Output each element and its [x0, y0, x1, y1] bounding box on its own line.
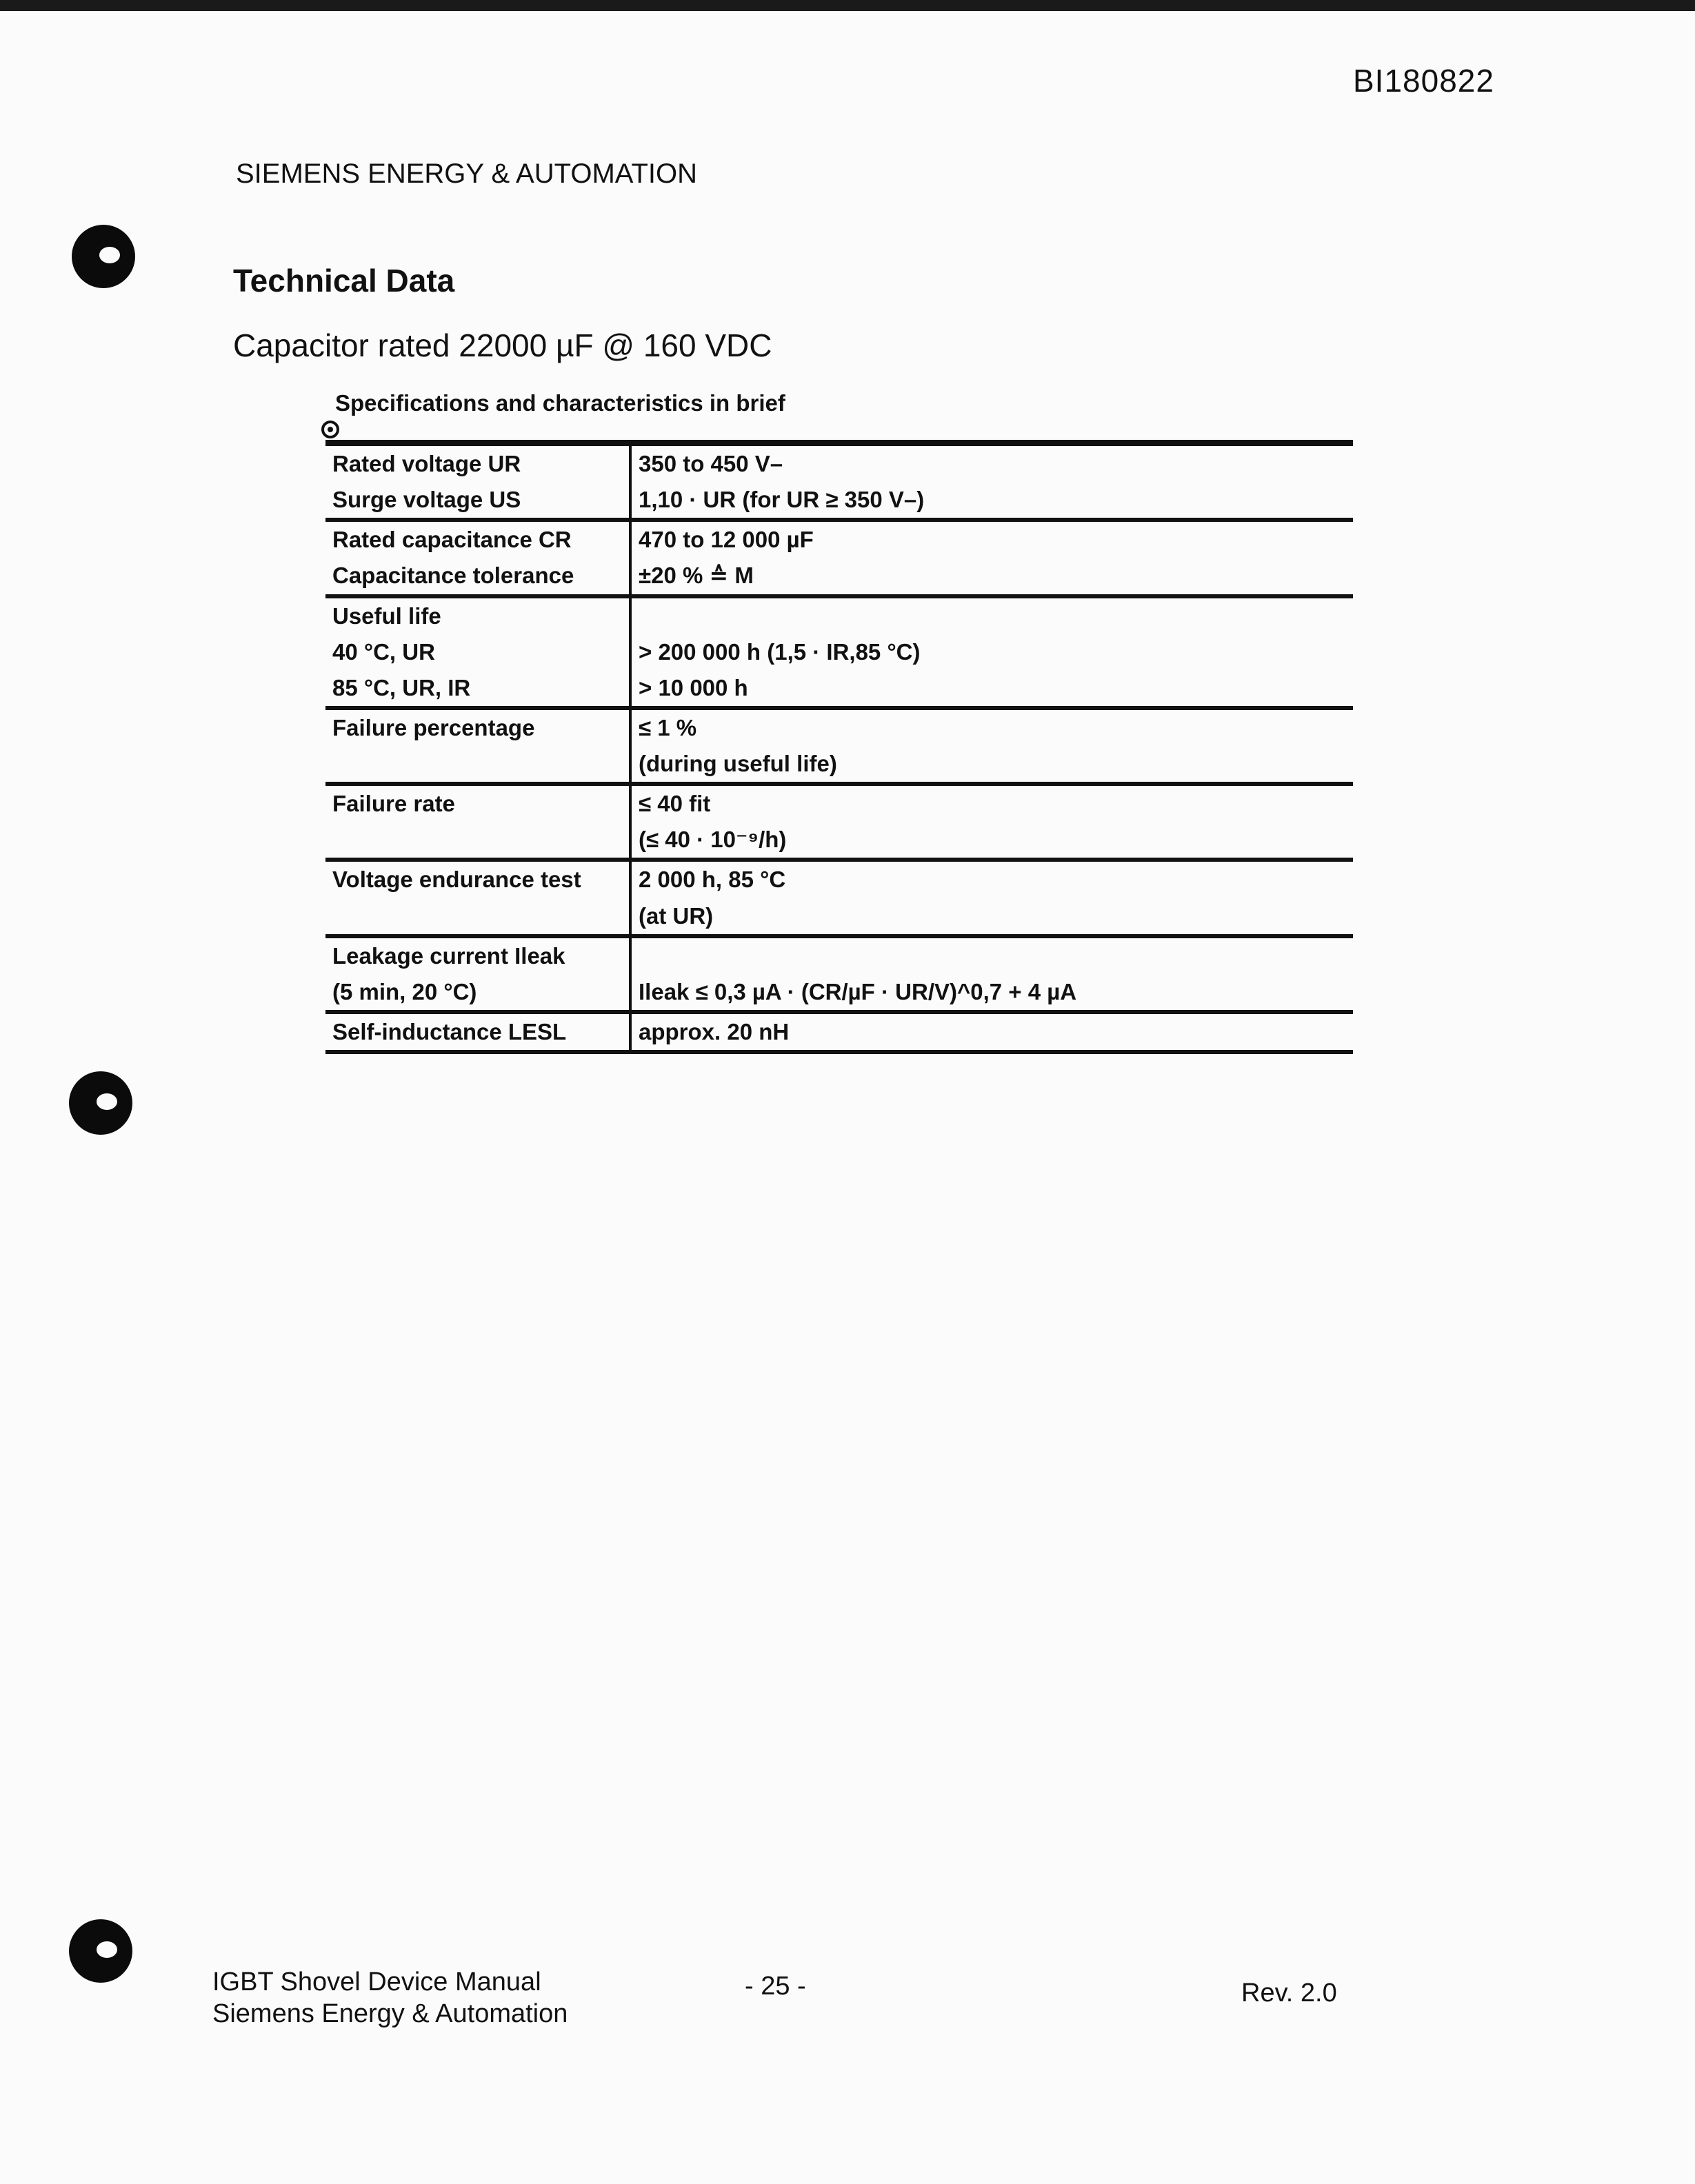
table-row	[325, 860, 1353, 936]
document-id: BI180822	[1353, 63, 1494, 99]
row-value	[630, 708, 1353, 784]
footer-left	[212, 1966, 568, 2030]
row-label	[325, 860, 630, 936]
value-line: (≤ 40 · 10⁻⁹/h)	[639, 827, 787, 853]
label-line: 40 °C, UR	[332, 638, 435, 665]
label-line: Rated capacitance CR	[332, 527, 572, 553]
row-label	[325, 784, 630, 860]
label-line: Failure rate	[332, 791, 455, 817]
label-line: Self-inductance LESL	[332, 1018, 567, 1044]
value-line: 350 to 450 V–	[639, 451, 783, 476]
revision-label: Rev. 2.0	[1241, 1979, 1337, 2008]
value-line: > 200 000 h (1,5 · IR,85 °C)	[639, 638, 921, 665]
table-caption: Specifications and characteristics in brief	[335, 390, 785, 416]
row-label	[325, 936, 630, 1012]
table-row	[325, 596, 1353, 708]
table-row	[325, 443, 1353, 520]
row-value	[630, 596, 1353, 708]
table-row	[325, 936, 1353, 1012]
label-line: Voltage endurance test	[332, 867, 581, 893]
value-line: approx. 20 nH	[639, 1018, 790, 1044]
registration-mark-icon	[321, 421, 339, 438]
label-line: Leakage current Ileak	[332, 942, 565, 969]
table-row	[325, 784, 1353, 860]
value-line: ±20 % ≙ M	[639, 563, 754, 589]
punch-hole-top	[72, 225, 135, 288]
table-row	[325, 520, 1353, 596]
row-value	[630, 1012, 1353, 1052]
top-border	[0, 0, 1695, 11]
label-line: Useful life	[332, 603, 441, 629]
table-row	[325, 1012, 1353, 1052]
label-line: (5 min, 20 °C)	[332, 978, 477, 1004]
spec-table	[325, 440, 1353, 1054]
punch-hole-bottom	[69, 1919, 132, 1983]
value-line: ≤ 1 %	[639, 714, 697, 740]
value-line	[639, 938, 1346, 974]
footer-manual-title: IGBT Shovel Device Manual	[212, 1968, 541, 1996]
row-label	[325, 1012, 630, 1052]
label-line: Rated voltage UR	[332, 451, 521, 476]
company-header: SIEMENS ENERGY & AUTOMATION	[236, 159, 698, 189]
row-value	[630, 443, 1353, 520]
table-row	[325, 708, 1353, 784]
value-line	[639, 598, 1346, 634]
value-line: 2 000 h, 85 °C	[639, 867, 786, 893]
page-subtitle: Capacitor rated 22000 µF @ 160 VDC	[233, 327, 772, 363]
row-label	[325, 520, 630, 596]
footer-company: Siemens Energy & Automation	[212, 1999, 568, 2029]
label-line: Failure percentage	[332, 714, 535, 740]
row-value	[630, 860, 1353, 936]
leakage-formula: Ileak ≤ 0,3 µA · (CR/µF · UR/V)^0,7 + 4 µA	[639, 978, 1077, 1004]
row-value	[630, 936, 1353, 1012]
value-line: ≤ 40 fit	[639, 791, 711, 817]
row-label	[325, 443, 630, 520]
punch-hole-middle	[69, 1071, 132, 1135]
row-value	[630, 784, 1353, 860]
page-title: Technical Data	[233, 263, 455, 299]
label-line: Capacitance tolerance	[332, 563, 574, 589]
label-line: Surge voltage US	[332, 487, 521, 513]
label-line: 85 °C, UR, IR	[332, 674, 471, 700]
row-value	[630, 520, 1353, 596]
value-line: > 10 000 h	[639, 674, 748, 700]
row-label	[325, 708, 630, 784]
value-line: (at UR)	[639, 902, 714, 929]
value-line: 1,10 · UR (for UR ≥ 350 V–)	[639, 487, 925, 513]
value-line: (during useful life)	[639, 751, 837, 776]
row-label	[325, 596, 630, 708]
page-number: - 25 -	[745, 1972, 806, 2001]
value-line: 470 to 12 000 µF	[639, 527, 814, 553]
